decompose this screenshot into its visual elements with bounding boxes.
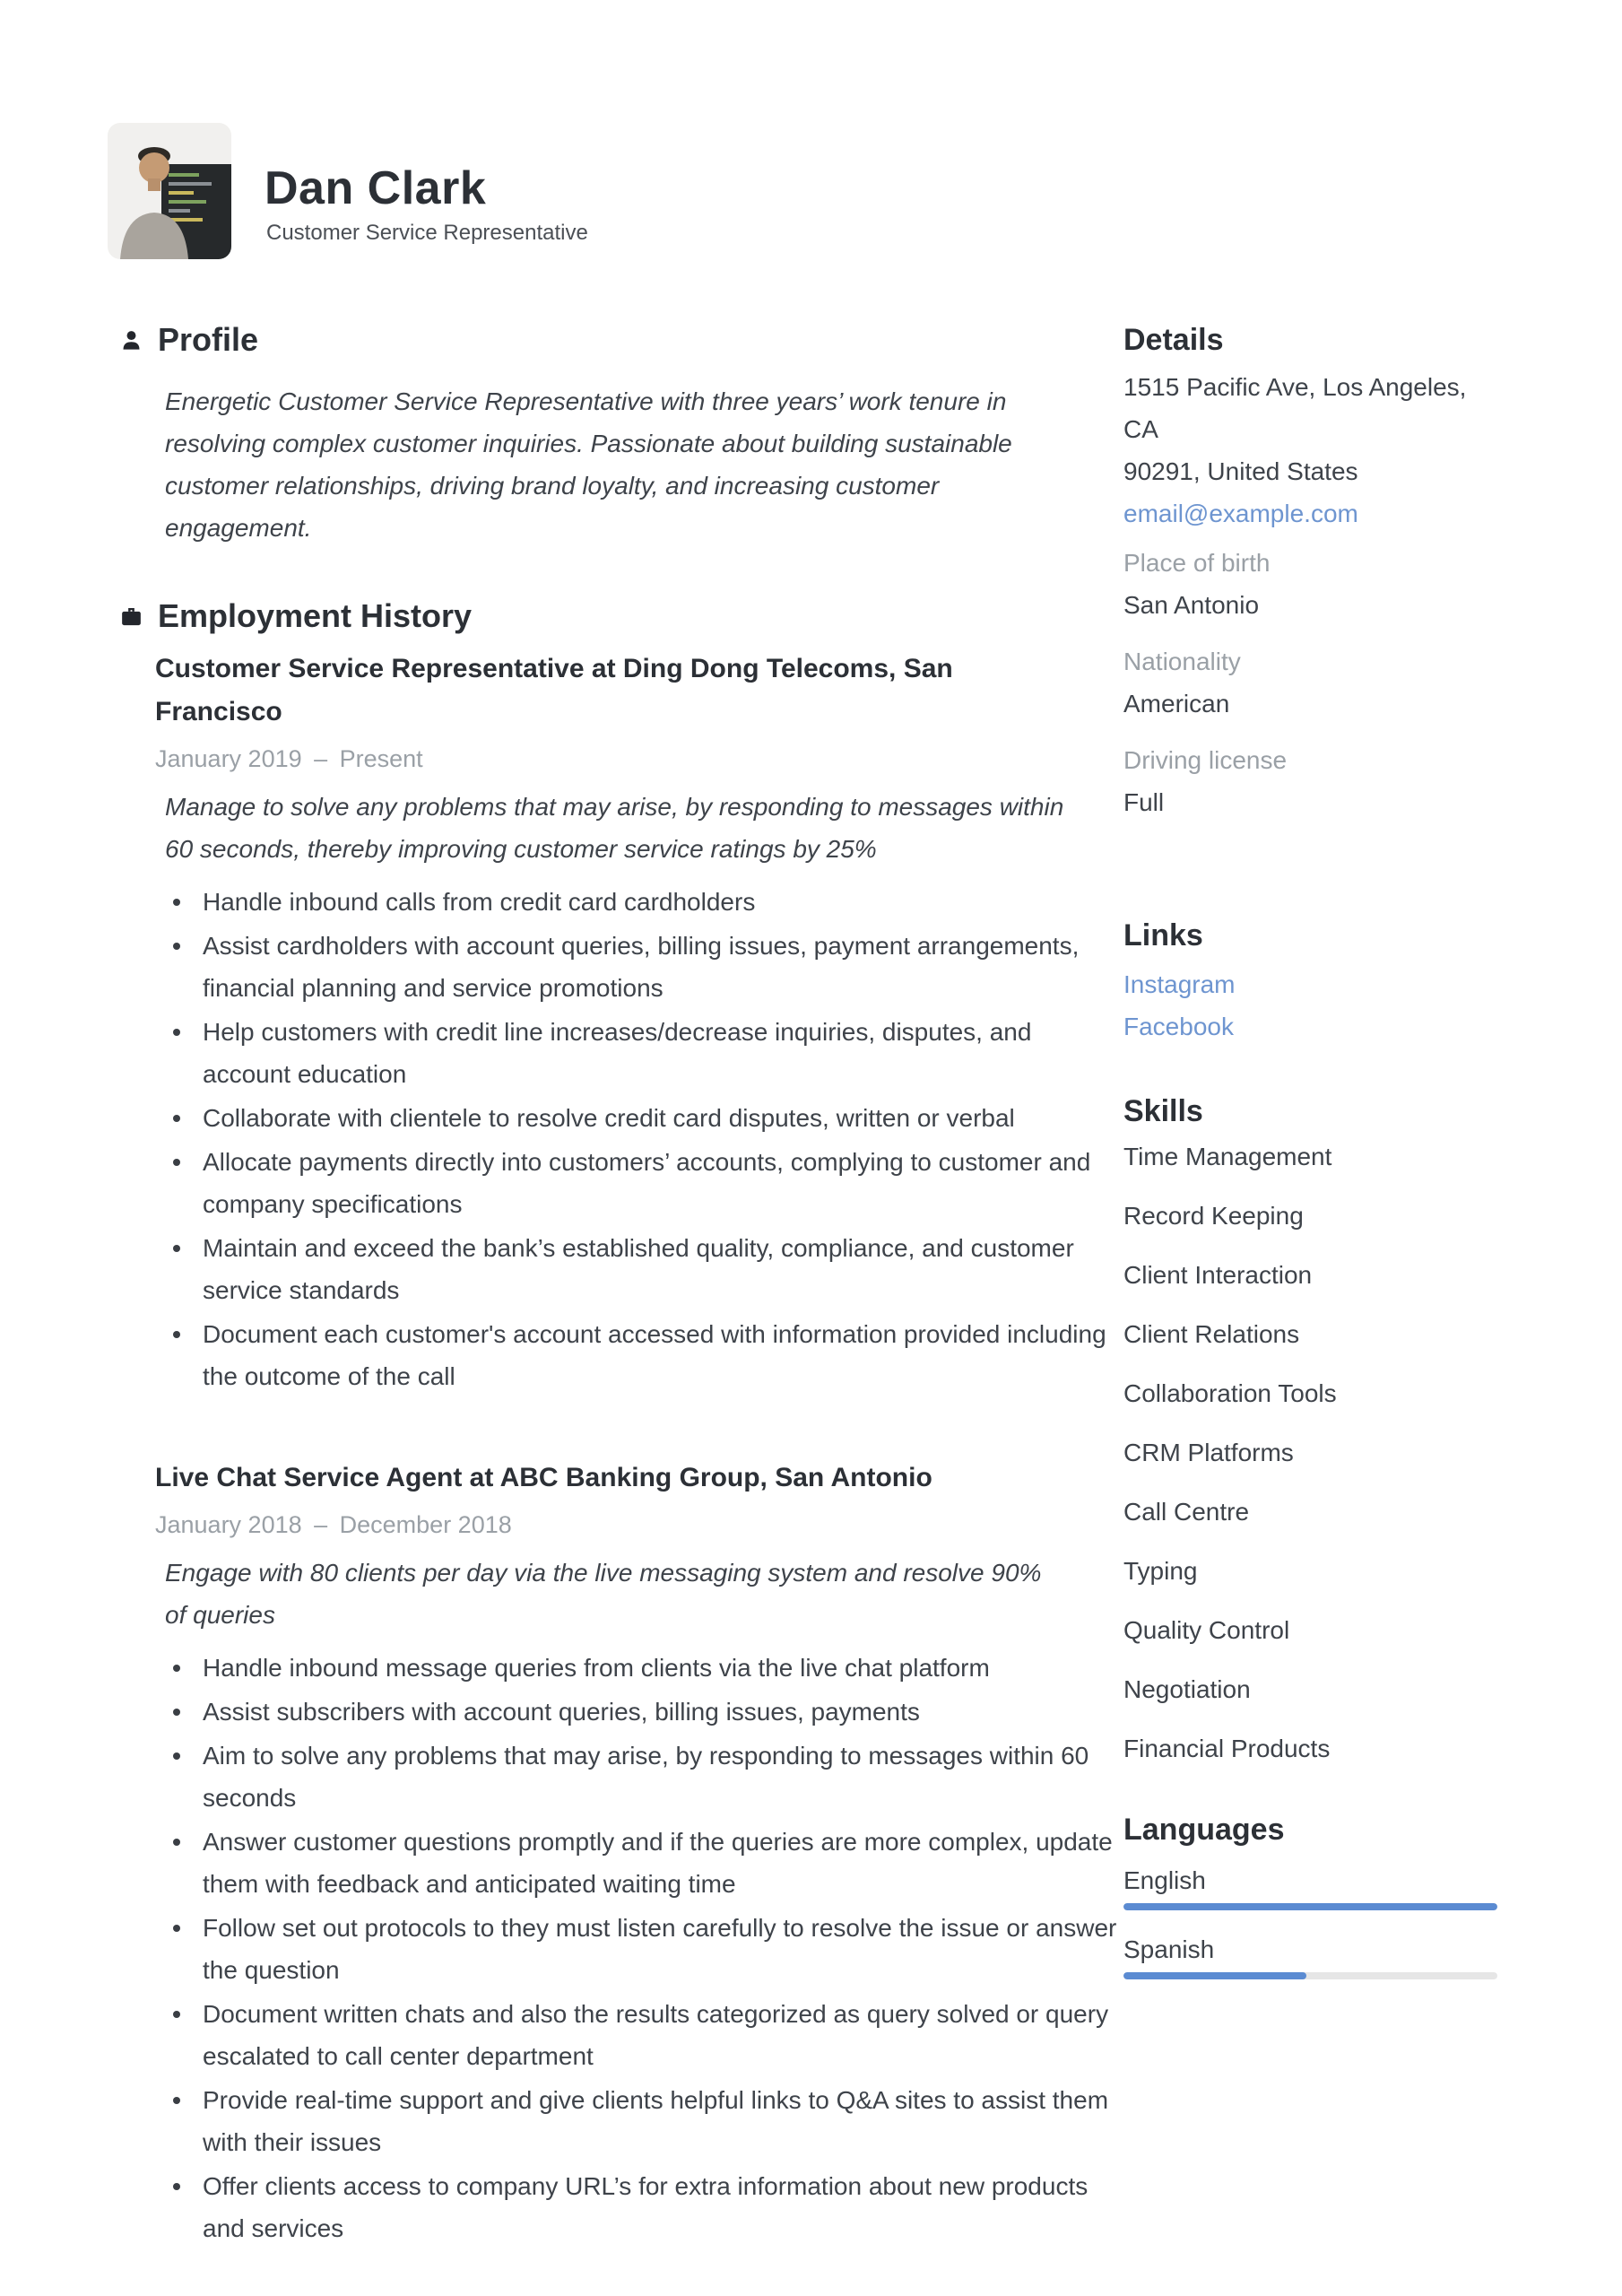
email-link[interactable]: email@example.com bbox=[1123, 500, 1358, 527]
employment-section-header bbox=[119, 597, 1119, 635]
language-level-fill bbox=[1123, 1972, 1306, 1979]
candidate-name: Dan Clark bbox=[265, 162, 487, 214]
bullet-dot-icon bbox=[173, 2011, 180, 2018]
bullet-dot-icon bbox=[173, 1665, 180, 1672]
job-bullet-item: Handle inbound calls from credit card cardholders bbox=[173, 881, 1117, 923]
profile-photo-illustration bbox=[108, 123, 231, 259]
skill-item: Time Management bbox=[1123, 1143, 1332, 1170]
language-item bbox=[1123, 1859, 1502, 1910]
address-line-1: 1515 Pacific Ave, Los Angeles, CA bbox=[1123, 373, 1467, 443]
candidate-job-title: Customer Service Representative bbox=[266, 221, 588, 245]
employment-section bbox=[119, 597, 1119, 2249]
field-label: Place of birth bbox=[1123, 549, 1271, 577]
profile-summary: Energetic Customer Service Representative with three years’ work tenure in resolving complex customer inquiries. Passionate about building sustainable customer relationships, driving brand loyalty, and increasing customer engagement. bbox=[165, 387, 1012, 542]
profile-section-header bbox=[119, 321, 1119, 359]
field-label: Driving license bbox=[1123, 746, 1288, 774]
job-title: Customer Service Representative at Ding Dong Telecoms, San Francisco bbox=[155, 654, 953, 726]
skill-item: Negotiation bbox=[1123, 1675, 1251, 1703]
job-dates: January 2019 – Present bbox=[155, 745, 423, 772]
job-bullet-list bbox=[173, 1647, 1119, 2249]
skills-list bbox=[1123, 1135, 1502, 1770]
profile-photo bbox=[108, 123, 231, 259]
job-summary: Engage with 80 clients per day via the live messaging system and resolve 90% of queries bbox=[165, 1559, 1042, 1629]
bullet-dot-icon bbox=[173, 1331, 180, 1338]
job-bullet-item: Assist cardholders with account queries, billing issues, payment arrangements, financial planning and service promotions bbox=[173, 925, 1117, 1009]
field-value: Full bbox=[1123, 788, 1165, 816]
language-name: English bbox=[1123, 1866, 1206, 1894]
language-name: Spanish bbox=[1123, 1935, 1215, 1963]
job-bullet-item: Document each customer's account accessed with information provided including the outcome of the call bbox=[173, 1313, 1117, 1397]
job-bullet-item: Collaborate with clientele to resolve credit card disputes, written or verbal bbox=[173, 1097, 1117, 1139]
person-icon bbox=[119, 328, 143, 352]
job-bullet-item: Document written chats and also the results categorized as query solved or query escalated to call center department bbox=[173, 1993, 1117, 2077]
details-field bbox=[1123, 542, 1502, 626]
skill-item: Client Interaction bbox=[1123, 1261, 1313, 1289]
main-column bbox=[119, 321, 1119, 2251]
job-entry-2 bbox=[119, 1457, 1119, 2249]
bullet-dot-icon bbox=[173, 943, 180, 950]
job-entry-1 bbox=[119, 648, 1119, 1397]
bullet-dot-icon bbox=[173, 1709, 180, 1716]
field-label: Nationality bbox=[1123, 648, 1241, 675]
job-bullet-item: Follow set out protocols to they must listen carefully to resolve the issue or answer the question bbox=[173, 1907, 1117, 1991]
language-level-fill bbox=[1123, 1903, 1497, 1910]
details-field bbox=[1123, 739, 1502, 823]
skill-item: Call Centre bbox=[1123, 1498, 1250, 1526]
job-bullet-item: Maintain and exceed the bank’s established quality, compliance, and customer service standards bbox=[173, 1227, 1117, 1311]
employment-heading: Employment History bbox=[158, 597, 473, 634]
bullet-dot-icon bbox=[173, 1115, 180, 1122]
briefcase-icon bbox=[119, 604, 143, 629]
job-bullet-item: Allocate payments directly into customers’ accounts, complying to customer and company specifications bbox=[173, 1141, 1117, 1225]
job-bullet-item: Provide real-time support and give clients helpful links to Q&A sites to assist them with their issues bbox=[173, 2079, 1117, 2163]
bullet-dot-icon bbox=[173, 1159, 180, 1166]
skill-item: CRM Platforms bbox=[1123, 1439, 1294, 1466]
skills-heading: Skills bbox=[1123, 1094, 1203, 1128]
job-bullet-item: Handle inbound message queries from clients via the live chat platform bbox=[173, 1647, 1117, 1689]
job-bullet-item: Assist subscribers with account queries, billing issues, payments bbox=[173, 1691, 1117, 1733]
details-heading: Details bbox=[1123, 323, 1224, 357]
job-bullet-item: Help customers with credit line increases/decrease inquiries, disputes, and account education bbox=[173, 1011, 1117, 1095]
job-title: Live Chat Service Agent at ABC Banking Group, San Antonio bbox=[155, 1463, 932, 1492]
address-block bbox=[1123, 366, 1502, 535]
job-bullet-item: Answer customer questions promptly and if the queries are more complex, update them with feedback and anticipated waiting time bbox=[173, 1821, 1117, 1905]
links-section bbox=[1123, 917, 1502, 1048]
skill-item: Typing bbox=[1123, 1557, 1198, 1585]
job-bullet-item: Aim to solve any problems that may arise, by responding to messages within 60 seconds bbox=[173, 1735, 1117, 1819]
address-line-2: 90291, United States bbox=[1123, 457, 1358, 485]
details-fields bbox=[1123, 542, 1502, 823]
skills-section bbox=[1123, 1092, 1502, 1770]
skill-item: Financial Products bbox=[1123, 1735, 1331, 1762]
bullet-dot-icon bbox=[173, 2097, 180, 2104]
language-item bbox=[1123, 1928, 1502, 1979]
languages-heading: Languages bbox=[1123, 1813, 1285, 1847]
skill-item: Collaboration Tools bbox=[1123, 1379, 1337, 1407]
sidebar-column bbox=[1123, 321, 1502, 1997]
languages-section bbox=[1123, 1811, 1502, 1979]
language-level-bar bbox=[1123, 1903, 1497, 1910]
job-summary: Manage to solve any problems that may arise, by responding to messages within 60 seconds, thereby improving customer service ratings by 25% bbox=[165, 793, 1064, 863]
job-bullet-item: Offer clients access to company URL’s for extra information about new products and services bbox=[173, 2165, 1117, 2249]
skill-item: Client Relations bbox=[1123, 1320, 1300, 1348]
links-heading: Links bbox=[1123, 918, 1203, 952]
bullet-dot-icon bbox=[173, 1245, 180, 1252]
social-link[interactable]: Instagram bbox=[1123, 970, 1236, 998]
language-level-bar bbox=[1123, 1972, 1497, 1979]
skill-item: Quality Control bbox=[1123, 1616, 1290, 1644]
social-link[interactable]: Facebook bbox=[1123, 1013, 1234, 1040]
bullet-dot-icon bbox=[173, 1925, 180, 1932]
bullet-dot-icon bbox=[173, 1752, 180, 1760]
job-bullet-list bbox=[173, 881, 1119, 1397]
bullet-dot-icon bbox=[173, 1839, 180, 1846]
languages-list bbox=[1123, 1859, 1502, 1979]
profile-heading: Profile bbox=[158, 321, 259, 358]
bullet-dot-icon bbox=[173, 899, 180, 906]
bullet-dot-icon bbox=[173, 2183, 180, 2190]
field-value: San Antonio bbox=[1123, 591, 1260, 619]
job-dates: January 2018 – December 2018 bbox=[155, 1511, 512, 1538]
profile-section bbox=[119, 321, 1119, 549]
field-value: American bbox=[1123, 690, 1230, 718]
details-field bbox=[1123, 640, 1502, 725]
bullet-dot-icon bbox=[173, 1029, 180, 1036]
details-section bbox=[1123, 321, 1502, 823]
skill-item: Record Keeping bbox=[1123, 1202, 1304, 1230]
links-list bbox=[1123, 963, 1502, 1048]
